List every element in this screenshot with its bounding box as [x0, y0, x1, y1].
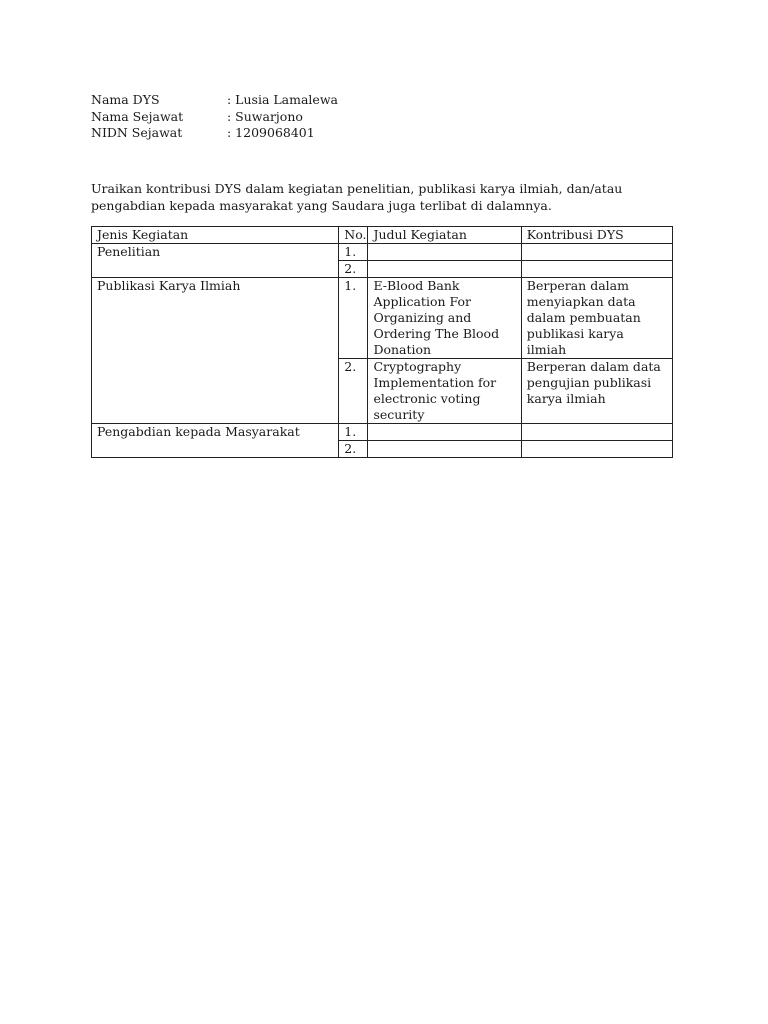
header-jenis-kegiatan: Jenis Kegiatan	[92, 227, 339, 244]
jenis-penelitian: Penelitian	[92, 244, 339, 278]
judul-cell: Cryptography Implementation for electronic voting security	[368, 359, 521, 424]
table-row	[92, 424, 673, 441]
row-number: 2.	[339, 261, 368, 278]
info-value: : Suwarjono	[227, 108, 303, 124]
contribution-table	[91, 226, 673, 458]
judul-cell	[368, 441, 521, 458]
info-value: : 1209068401	[227, 125, 315, 140]
info-label: Nama DYS	[91, 92, 160, 107]
intro-paragraph: Uraikan kontribusi DYS dalam kegiatan penelitian, publikasi karya ilmiah, dan/atau pengabdian kepada masyarakat yang Saudara juga terlibat di dalamnya.	[91, 180, 623, 213]
kontribusi-cell	[521, 244, 672, 261]
table-header-row	[92, 227, 673, 244]
row-number: 2.	[339, 441, 368, 458]
judul-cell	[368, 261, 521, 278]
row-number: 1.	[339, 278, 368, 359]
kontribusi-cell	[521, 441, 672, 458]
jenis-publikasi: Publikasi Karya Ilmiah	[92, 278, 339, 424]
info-row-nama-dys	[91, 92, 673, 109]
table-row	[92, 244, 673, 261]
info-row-nidn-sejawat	[91, 125, 673, 142]
kontribusi-cell	[521, 424, 672, 441]
judul-cell	[368, 424, 521, 441]
judul-cell	[368, 244, 521, 261]
row-number: 1.	[339, 244, 368, 261]
info-value: : Lusia Lamalewa	[227, 92, 338, 107]
jenis-pengabdian: Pengabdian kepada Masyarakat	[92, 424, 339, 458]
header-judul-kegiatan: Judul Kegiatan	[368, 227, 521, 244]
document-page	[91, 92, 673, 458]
header-kontribusi-dys: Kontribusi DYS	[521, 227, 672, 244]
info-label: Nama Sejawat	[91, 108, 184, 124]
kontribusi-cell: Berperan dalam menyiapkan data dalam pembuatan publikasi karya ilmiah	[521, 278, 672, 359]
info-label: NIDN Sejawat	[91, 125, 183, 140]
header-no: No.	[339, 227, 368, 244]
kontribusi-cell: Berperan dalam data pengujian publikasi karya ilmiah	[521, 359, 672, 424]
row-number: 2.	[339, 359, 368, 424]
judul-cell: E-Blood Bank Application For Organizing and Ordering The Blood Donation	[368, 278, 521, 359]
identity-block	[91, 92, 673, 142]
table-row	[92, 278, 673, 359]
row-number: 1.	[339, 424, 368, 441]
kontribusi-cell	[521, 261, 672, 278]
info-row-nama-sejawat	[91, 109, 673, 126]
